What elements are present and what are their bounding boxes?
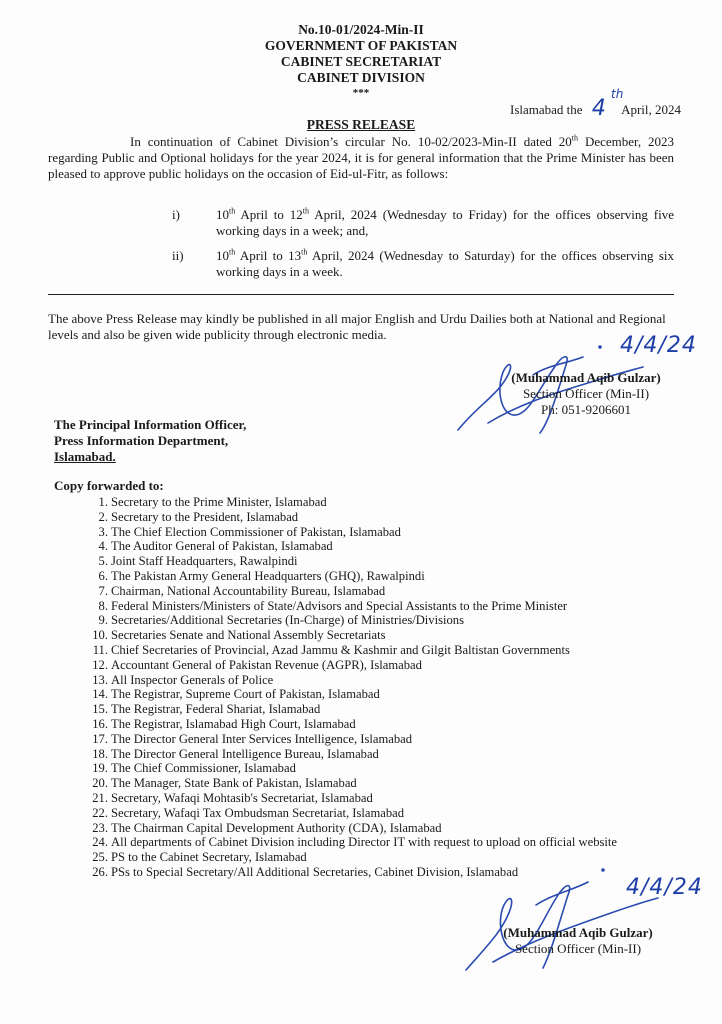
publish-note: The above Press Release may kindly be published in all major English and Urdu Dailies both at National and Regional levels and also be given wide publicity through electronic media. — [48, 311, 666, 342]
copy-list-text: The Pakistan Army General Headquarters (GHQ), Rawalpindi — [111, 568, 425, 583]
copy-list-item — [80, 791, 640, 806]
copy-list-number: 13. — [92, 672, 108, 687]
copy-list-number: 26. — [92, 864, 108, 879]
copy-list-text: All Inspector Generals of Police — [111, 672, 274, 687]
holiday-text-end: April, 2024 (Wednesday to Saturday) for the offices observing six working days in a week. — [216, 248, 675, 279]
copy-list-number: 24. — [92, 835, 108, 850]
copy-list-item — [80, 821, 640, 836]
copy-list-item — [80, 495, 640, 510]
copy-list-text: Secretary, Wafaqi Tax Ombudsman Secretariat, Islamabad — [111, 805, 405, 820]
copy-list-item — [80, 643, 640, 658]
signatory-phone: Ph: 051-9206601 — [541, 402, 631, 417]
copy-list-number: 16. — [92, 716, 108, 731]
addressee-line-2: Press Information Department, — [54, 433, 229, 448]
copy-list-number: 1. — [98, 495, 108, 509]
copy-list-item — [80, 539, 640, 554]
copy-list-text: The Manager, State Bank of Pakistan, Islamabad — [111, 776, 357, 791]
addressee-block — [54, 417, 246, 465]
signatory-designation: Section Officer (Min-II) — [522, 386, 650, 401]
dateline — [510, 87, 682, 121]
copy-list-item — [80, 702, 640, 717]
copy-list-item — [80, 776, 640, 791]
copy-list-item — [80, 732, 640, 747]
copy-list-text: The Chief Election Commissioner of Pakistan, Islamabad — [111, 524, 401, 539]
handwritten-day-suffix: th — [611, 87, 624, 101]
copy-list-number: 6. — [98, 568, 108, 583]
holiday-text — [216, 248, 674, 280]
footer-signatory-block — [498, 925, 658, 957]
copy-list-number: 8. — [98, 598, 108, 613]
footer-signatory-designation: Section Officer (Min-II) — [514, 941, 642, 956]
copy-list-text: The Registrar, Federal Shariat, Islamabad — [111, 702, 321, 717]
holiday-start-day: 10 — [216, 207, 229, 222]
addressee-line-1: The Principal Information Officer, — [54, 417, 247, 432]
copy-list-number: 14. — [92, 687, 108, 702]
footer-handwritten-date: 4/4/24 — [626, 875, 703, 900]
holiday-item — [172, 207, 674, 239]
letterhead-government: GOVERNMENT OF PAKISTAN — [264, 38, 458, 53]
dateline-month-year: April, 2024 — [621, 102, 682, 117]
copy-list-text: Accountant General of Pakistan Revenue (AGPR), Islamabad — [111, 657, 422, 672]
copy-list-number: 23. — [92, 820, 108, 835]
copy-list-text: All departments of Cabinet Division including Director IT with request to upload on official website — [111, 835, 617, 850]
copy-list-number: 21. — [92, 790, 108, 805]
signatory-name: (Muhammad Aqib Gulzar) — [511, 370, 661, 385]
copy-list-text: The Director General Inter Services Intelligence, Islamabad — [111, 731, 413, 746]
copy-list-item — [80, 761, 640, 776]
copy-list-text: The Registrar, Islamabad High Court, Islamabad — [111, 716, 356, 731]
document-title: PRESS RELEASE — [306, 117, 416, 132]
copy-list-number: 19. — [92, 761, 108, 776]
holiday-text — [216, 207, 674, 239]
copy-list-text: The Director General Intelligence Bureau, Islamabad — [111, 746, 379, 761]
holiday-text-end: April, 2024 (Wednesday to Friday) for the offices observing five working days in a week; and, — [216, 207, 674, 238]
holiday-sup: th — [229, 206, 236, 216]
copy-list-number: 20. — [92, 776, 108, 791]
copy-list-text: Secretaries/Additional Secretaries (In-Charge) of Ministries/Divisions — [111, 613, 464, 628]
copy-list-item — [80, 628, 640, 643]
holiday-text-mid: April to 13 — [235, 248, 302, 263]
holiday-text-mid: April to 12 — [235, 207, 303, 222]
footer-signature-scribble — [448, 850, 718, 980]
footer-signatory-name: (Muhammad Aqib Gulzar) — [503, 925, 653, 940]
copy-list-number: 22. — [92, 805, 108, 820]
copy-list-text: Chief Secretaries of Provincial, Azad Jammu & Kashmir and Gilgit Baltistan Governments — [111, 642, 570, 657]
copy-list-item — [80, 673, 640, 688]
copy-list-text: Secretary, Wafaqi Mohtasib's Secretariat, Islamabad — [111, 790, 373, 805]
copy-heading: Copy forwarded to: — [54, 478, 164, 493]
signatory-block — [500, 370, 672, 418]
holiday-sup: th — [302, 206, 310, 216]
copy-list-number: 11. — [92, 642, 108, 657]
copy-list-item — [80, 717, 640, 732]
copy-list-text: Federal Ministers/Ministers of State/Advisors and Special Assistants to the Prime Minister — [111, 598, 568, 613]
copy-list-text: The Chairman Capital Development Authority (CDA), Islamabad — [111, 820, 442, 835]
copy-list-item — [80, 584, 640, 599]
holiday-sup: th — [301, 247, 308, 257]
copy-list-number: 7. — [98, 583, 108, 598]
handwritten-signature-date: 4/4/24 — [620, 333, 697, 358]
copy-list — [80, 495, 640, 880]
holiday-sup: th — [229, 247, 236, 257]
copy-list-text: The Auditor General of Pakistan, Islamabad — [111, 539, 333, 554]
letterhead-division: CABINET DIVISION — [297, 70, 425, 85]
intro-sup: th — [571, 133, 579, 143]
copy-list-item — [80, 554, 640, 569]
dateline-prefix: Islamabad the — [510, 102, 583, 117]
copy-list-text: Chairman, National Accountability Bureau, Islamabad — [111, 583, 386, 598]
addressee-city: Islamabad. — [54, 449, 116, 464]
copy-list-text: Joint Staff Headquarters, Rawalpindi — [111, 554, 298, 569]
copy-list-item — [80, 599, 640, 614]
holiday-item — [172, 248, 674, 280]
copy-list-item — [80, 525, 640, 540]
copy-list-text: The Chief Commissioner, Islamabad — [111, 761, 296, 776]
handwritten-day: 4 — [591, 96, 606, 121]
intro-text-2: December, 2023 regarding Public and Optional holidays for the year 2024, it is for general information that the Prime Minister has been pleased to approve public holidays on the occasion of Eid-ul-Fitr, as follows: — [48, 134, 675, 181]
copy-list-number: 4. — [98, 539, 108, 554]
copy-list-item — [80, 569, 640, 584]
copy-list-number: 5. — [98, 554, 108, 569]
copy-list-text: Secretary to the President, Islamabad — [111, 509, 299, 524]
holiday-marker: ii) — [172, 248, 184, 263]
copy-list-text: PSs to Special Secretary/All Additional Secretaries, Cabinet Division, Islamabad — [111, 864, 519, 879]
copy-list-number: 12. — [92, 657, 108, 672]
copy-list-text: Secretaries Senate and National Assembly Secretariats — [111, 628, 386, 643]
copy-list-item — [80, 747, 640, 762]
copy-list-item — [80, 835, 640, 850]
intro-text-1: In continuation of Cabinet Division’s circular No. 10-02/2023-Min-II dated 20 — [130, 134, 572, 149]
copy-list-number: 15. — [92, 702, 108, 717]
letterhead-secretariat: CABINET SECRETARIAT — [280, 54, 442, 69]
intro-paragraph — [48, 134, 674, 182]
copy-list-item — [80, 510, 640, 525]
copy-list-number: 17. — [92, 731, 108, 746]
copy-list-number: 18. — [92, 746, 108, 761]
copy-list-text: Secretary to the Prime Minister, Islamabad — [111, 495, 327, 509]
copy-list-item — [80, 687, 640, 702]
holiday-marker: i) — [172, 207, 180, 222]
letterhead-stars: *** — [352, 87, 370, 99]
copy-list-number: 3. — [98, 524, 108, 539]
copy-list-number: 25. — [92, 850, 108, 865]
copy-list-item — [80, 658, 640, 673]
copy-list-number: 10. — [92, 628, 108, 643]
copy-list-item — [80, 806, 640, 821]
reference-number: No.10-01/2024-Min-II — [298, 22, 424, 37]
copy-list-number: 9. — [98, 613, 108, 628]
copy-list-number: 2. — [98, 509, 108, 524]
copy-list-text: PS to the Cabinet Secretary, Islamabad — [111, 850, 307, 865]
copy-list-text: The Registrar, Supreme Court of Pakistan, Islamabad — [111, 687, 380, 702]
holiday-start-day: 10 — [216, 248, 229, 263]
copy-list-item — [80, 613, 640, 628]
section-divider — [48, 294, 674, 295]
